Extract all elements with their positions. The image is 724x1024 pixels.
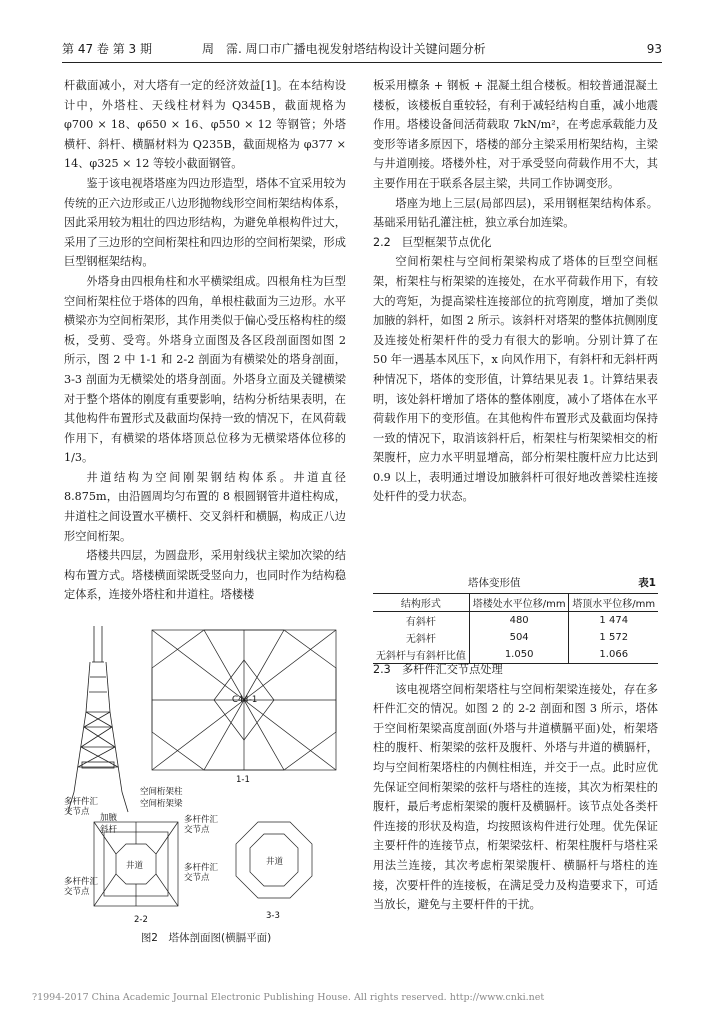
right-column-lower xyxy=(373,660,658,915)
label-node-left-2: 交节点 xyxy=(64,807,90,817)
label-node-right: 多杆件汇 xyxy=(184,815,219,825)
label-haunch: 加腋 xyxy=(100,813,118,823)
table-cell: 504 xyxy=(469,629,569,646)
table-1 xyxy=(373,575,658,664)
label-node-br-2: 交节点 xyxy=(184,873,210,883)
table-cell: 无斜杆 xyxy=(405,634,436,645)
table-header: 塔顶水平位移/mm xyxy=(569,594,658,612)
paragraph: 塔座为地上三层(局部四层)，采用钢框架结构体系。基础采用钻孔灌注桩，独立承台加连梁。 xyxy=(373,196,658,230)
label-node-bl: 多杆件汇 xyxy=(64,877,99,887)
journal-volume: 第 47 卷 第 3 期 xyxy=(62,42,152,56)
label-1-1: 1-1 xyxy=(236,775,250,785)
figure-2-drawing xyxy=(64,622,348,930)
section-heading-2-2: 2.2 巨型框架节点优化 xyxy=(373,235,492,249)
paragraph: 外塔身由四根角柱和水平横梁组成。四根角柱为巨型空间桁架柱位于塔体的四角，单根柱截面为三边形。水平横梁亦为空间桁架形，其作用类似于偏心受压格构柱的缀板，受剪、受弯。外塔身立面图及各区段剖面图如图 2 所示，图 2 中 1-1 和 2-2 剖面为有横梁处的塔身剖面，3-3 剖面为无横梁处的塔身剖面。外塔身立面及关键横梁对于整个塔体的刚度有重要影响，结构分析结果表明，在其他构件布置形式及截面均保持一致的情况下，在风荷载作用下，有横梁的塔体塔顶总位移为无横梁塔体位移的1/3。 xyxy=(64,274,346,465)
table-cell: 480 xyxy=(469,612,569,630)
deformation-table xyxy=(373,593,658,664)
label-truss-beam: 空间桁架梁 xyxy=(140,799,183,809)
table-cell: 1.066 xyxy=(569,646,658,664)
label-2-2: 2-2 xyxy=(134,915,148,925)
copyright-footer: ?1994-2017 China Academic Journal Electronic Publishing House. All rights reserved. http://www.cnki.net xyxy=(32,992,545,1003)
table-cell: 无斜杆与有斜杆比值 xyxy=(373,646,469,664)
table-header-row xyxy=(373,594,658,612)
label-node-br: 多杆件汇 xyxy=(184,863,219,873)
label-3-3: 3-3 xyxy=(266,911,280,921)
table-cell: 有斜杆 xyxy=(405,617,436,628)
tower-elevation xyxy=(68,626,128,812)
table-title: 塔体变形值 xyxy=(468,577,521,589)
figure-2-caption: 图2 塔体剖面图(横膈平面) xyxy=(140,932,272,944)
paragraph: 空间桁架柱与空间桁架梁构成了塔体的巨型空间框架，桁架柱与桁架梁的连接处，在水平荷载作用下，有较大的弯矩，为提高梁柱连接部位的抗弯刚度，增加了类似加腋的斜杆，如图 2 所示。该斜杆对塔架的整体抗侧刚度及连接处桁架杆件的受力有很大的影响。分别计算了在 50 年一遇基本风压下，x 向风作用下，有斜杆和无斜杆两种情况下，塔体的变形值，计算结果见表 1。计算结果表明，该处斜杆增加了塔体的整体刚度，减小了塔体在水平荷载作用下的变形值。在其他构件布置形式及截面均保持一致的情况下，取消该斜杆后，桁架柱与桁架梁相交的桁架腹杆，应力水平明显增高，部分桁架柱腹杆应力比达到 0.9 以上，表明通过增设加腋斜杆可很好地改善梁柱连接处杆件的受力状态。 xyxy=(373,255,658,504)
table-1-title xyxy=(373,575,658,593)
page-number: 93 xyxy=(646,42,662,56)
table-number: 表1 xyxy=(638,577,656,589)
section-heading-2-3: 2.3 多杆件汇交节点处理 xyxy=(373,663,503,676)
paragraph: 板采用檩条 + 钢板 + 混凝土组合楼板。相较普通混凝土楼板，该楼板自重较轻，有利于减轻结构自重，减小地震作用。塔楼设备间活荷载取 7kN/m²，在考虑承载能力及变形等诸多原因下，塔楼的部分主梁采用桁架结构，主梁与井道刚接。塔楼外柱，对于承受竖向荷载作用不大，其主要作用在于联系各层主梁，共同工作协调变形。 xyxy=(373,79,658,190)
label-node-bl-2: 交节点 xyxy=(64,887,90,897)
paragraph: 井道结构为空间刚架钢结构体系。井道直径 8.875m，由沿圆周均匀布置的 8 根圆钢管井道柱构成，井道柱之间设置水平横杆、交叉斜杆和横膈，构成正八边形空间桁架。 xyxy=(64,470,346,543)
table-header: 塔楼处水平位移/mm xyxy=(469,594,569,612)
running-header xyxy=(62,40,662,58)
label-shaft-3-3: 井道 xyxy=(266,857,284,867)
label-node-right-2: 交节点 xyxy=(184,825,210,835)
label-shaft-2-2: 井道 xyxy=(126,861,144,871)
label-truss-column: 空间桁架柱 xyxy=(140,787,183,797)
paragraph: 该电视塔空间桁架塔柱与空间桁架梁连接处，存在多杆件汇交的情况。如图 2 的 2-2 剖面和图 3 所示，塔体于空间桁架梁高度剖面(外塔与井道横膈平面)处，桁架塔柱的腹杆、桁架梁的弦杆及腹杆、外塔与井道的横膈杆，均与空间桁架塔柱的内侧柱相连，并交于一点。此时应优先保证空间桁架梁的弦杆与塔柱的连接，其次为桁架柱的腹杆，最后考虑桁架梁的腹杆及横膈杆。该节点处各类杆件连接的形状及构造，均按照该构件进行处理。优先保证主要杆件的连接节点，桁架梁弦杆、桁架柱腹杆与塔柱采用法兰连接，其次考虑桁架梁腹杆、横膈杆与塔柱的连接，次要杆件的连接板，在满足受力及构造要求下，可适当放长，避免与主要杆件的干扰。 xyxy=(373,682,658,912)
running-title: 周 霈. 周口市广播电视发射塔结构设计关键问题分析 xyxy=(202,42,486,56)
table-cell: 1 474 xyxy=(569,612,658,630)
header-rule xyxy=(62,62,662,63)
table-row xyxy=(373,612,658,630)
right-column xyxy=(373,76,658,507)
label-diagonal: 斜杆 xyxy=(100,825,118,835)
paragraph: 鉴于该电视塔塔座为四边形造型，塔体不宜采用较为传统的正六边形或正八边形抛物线形空间桁架结构体系，因此采用较为粗壮的四边形结构，为避免单根构件过大，采用了三边形的空间桁架柱和四边形的空间桁架梁，形成巨型钢框架结构。 xyxy=(64,176,346,269)
paragraph: 塔楼共四层，为圆盘形，采用射线状主梁加次梁的结构布置方式。塔楼横面梁既受竖向力，也同时作为结构稳定体系，连接外塔柱和井道柱。塔楼楼 xyxy=(64,549,346,602)
paragraph: 杆截面减小，对大塔有一定的经济效益[1]。在本结构设计中，外塔柱、天线柱材料为 Q345B，截面规格为 φ700 × 18、φ650 × 16、φ550 × 12 等钢管；外塔横杆、斜杆、横膈材料为 Q235B，截面规格为 φ377 × 14、φ325 × 12 等较小截面钢管。 xyxy=(64,79,346,171)
table-row xyxy=(373,629,658,646)
table-header: 结构形式 xyxy=(373,594,469,612)
figure-2 xyxy=(64,622,348,950)
table-cell: 1 572 xyxy=(569,629,658,646)
table-cell: 1.050 xyxy=(469,646,569,664)
label-node-left: 多杆件汇 xyxy=(64,797,99,807)
label-shaft-code: C44-1 xyxy=(232,695,258,705)
left-column xyxy=(64,76,346,605)
